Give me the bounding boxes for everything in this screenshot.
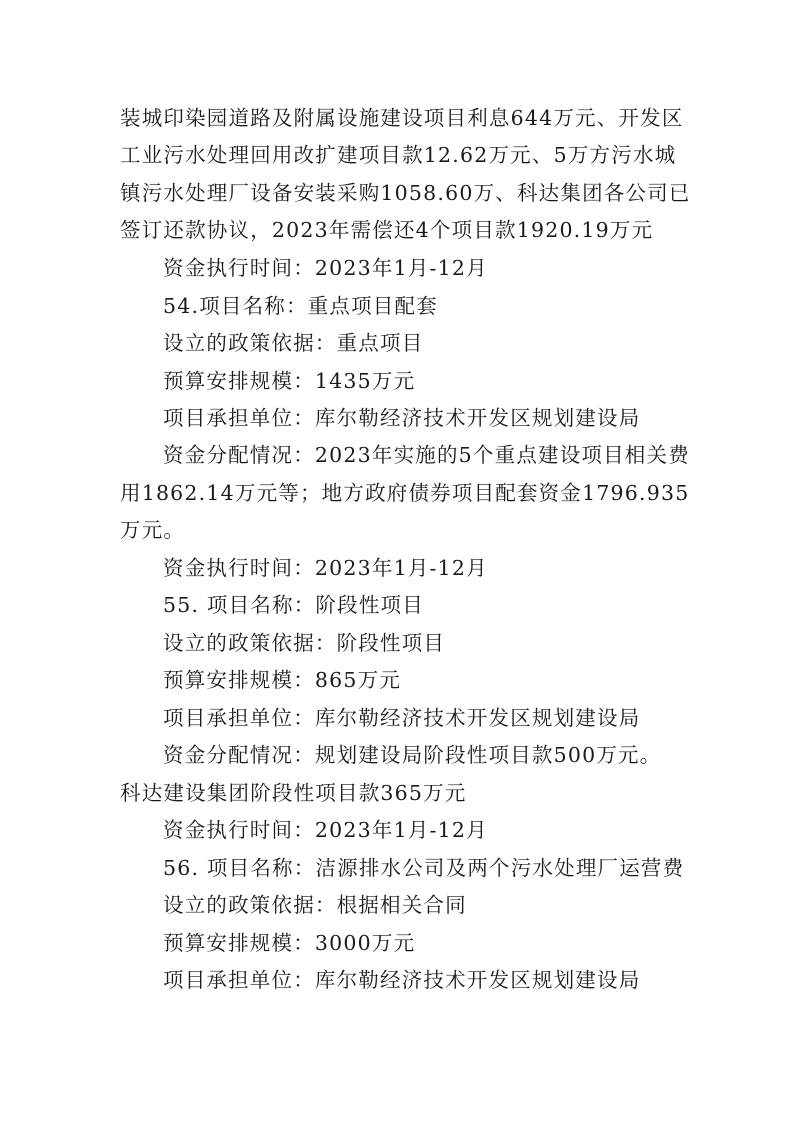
text-line-5: 资金执行时间：2023年1月-12月 <box>163 256 488 280</box>
text-line-16: 预算安排规模：865万元 <box>163 668 402 692</box>
text-line-7: 设立的政策依据：重点项目 <box>163 331 424 355</box>
text-line-14: 55. 项目名称：阶段性项目 <box>163 593 424 617</box>
text-line-3: 镇污水处理厂设备安装采购1058.60万、科达集团各公司已 <box>120 181 691 205</box>
text-line-6: 54.项目名称：重点项目配套 <box>163 294 438 318</box>
text-line-12: 万元。 <box>120 518 186 542</box>
text-line-20: 资金执行时间：2023年1月-12月 <box>163 818 488 842</box>
text-line-15: 设立的政策依据：阶段性项目 <box>163 631 446 655</box>
text-line-2: 工业污水处理回用改扩建项目款12.62万元、5万方污水城 <box>120 143 677 167</box>
text-line-23: 预算安排规模：3000万元 <box>163 931 416 955</box>
text-line-9: 项目承担单位：库尔勒经济技术开发区规划建设局 <box>163 406 641 430</box>
text-line-24: 项目承担单位：库尔勒经济技术开发区规划建设局 <box>163 968 641 992</box>
text-line-8: 预算安排规模：1435万元 <box>163 369 416 393</box>
text-line-1: 装城印染园道路及附属设施建设项目利息644万元、开发区 <box>120 106 684 130</box>
text-line-22: 设立的政策依据：根据相关合同 <box>163 893 467 917</box>
text-line-21: 56. 项目名称：洁源排水公司及两个污水处理厂运营费 <box>163 856 685 880</box>
text-line-10: 资金分配情况：2023年实施的5个重点建设项目相关费 <box>163 443 690 467</box>
text-line-18: 资金分配情况：规划建设局阶段性项目款500万元。 <box>163 743 662 767</box>
text-line-17: 项目承担单位：库尔勒经济技术开发区规划建设局 <box>163 706 641 730</box>
text-line-19: 科达建设集团阶段性项目款365万元 <box>120 781 467 805</box>
text-line-13: 资金执行时间：2023年1月-12月 <box>163 556 488 580</box>
text-line-4: 签订还款协议，2023年需偿还4个项目款1920.19万元 <box>120 218 654 242</box>
text-line-11: 用1862.14万元等；地方政府债券项目配套资金1796.935 <box>120 481 690 505</box>
